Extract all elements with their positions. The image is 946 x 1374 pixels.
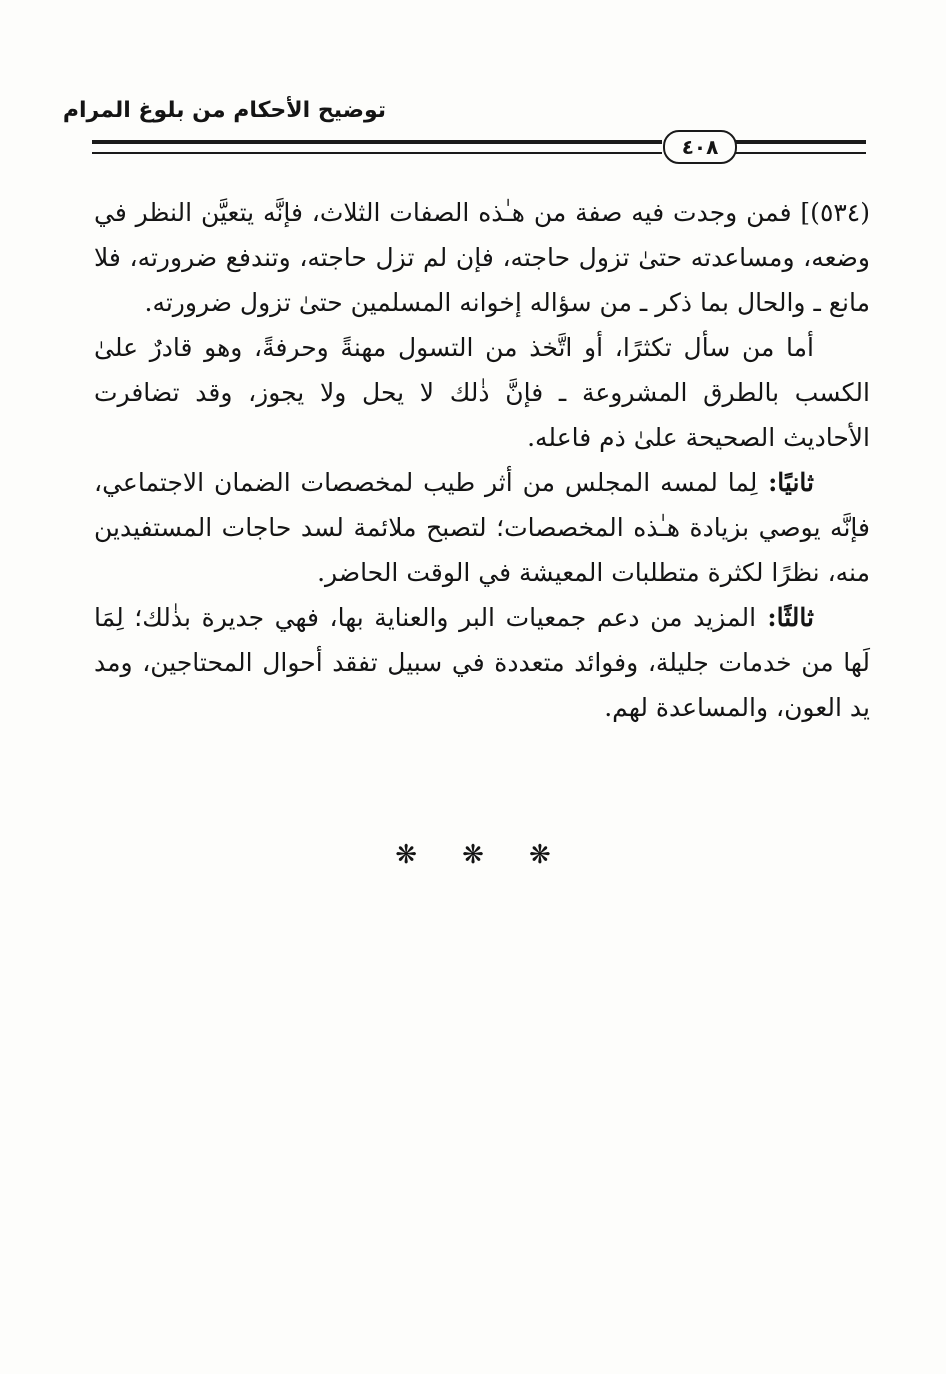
paragraph-4 — [94, 595, 870, 730]
asterism-mark: ❋ — [395, 840, 418, 870]
paragraph-1-text: (٥٣٤)] فمن وجدت فيه صفة من هـٰذه الصفات الثلاث، فإنَّه يتعيَّن النظر في وضعه، ومساعدته حتىٰ تزول حاجته، فإن لم تزل حاجته، وتندفع ضرورته، فلا مانع ـ والحال بما ذكر ـ من سؤاله إخوانه المسلمين حتىٰ تزول ضرورته. — [94, 198, 870, 317]
paragraph-4-text: المزيد من دعم جمعيات البر والعناية بها، فهي جديرة بذٰلك؛ لِمَا لَها من خدمات جليلة، وفوائد متعددة في سبيل تفقد أحوال المحتاجين، ومد يد العون، والمساعدة لهم. — [94, 603, 870, 722]
paragraph-2-text: أما من سأل تكثرًا، أو اتَّخذ من التسول مهنةً وحرفةً، وهو قادرٌ علىٰ الكسب بالطرق المشروعة ـ فإنَّ ذٰلك لا يحل ولا يجوز، وقد تضافرت الأحاديث الصحيحة علىٰ ذم فاعله. — [94, 333, 870, 452]
body-text — [94, 190, 870, 730]
paragraph-4-lead: ثالثًا: — [756, 603, 814, 632]
running-title: توضيح الأحكام من بلوغ المرام — [62, 98, 386, 123]
page-number: ٤٠٨ — [663, 130, 737, 164]
header-rule-right — [92, 140, 662, 154]
paragraph-3 — [94, 460, 870, 595]
paragraph-2 — [94, 325, 870, 460]
paragraph-3-lead: ثانيًا: — [757, 468, 814, 497]
paragraph-3-text: لِما لمسه المجلس من أثر طيب لمخصصات الضمان الاجتماعي، فإنَّه يوصي بزيادة هـٰذه المخصصات؛ لتصبح ملائمة لسد حاجات المستفيدين منه، نظرًا لكثرة متطلبات المعيشة في الوقت الحاضر. — [94, 468, 870, 587]
section-separator — [0, 840, 946, 870]
asterism-mark: ❋ — [528, 840, 551, 870]
header-rule-left — [735, 140, 866, 154]
paragraph-1 — [94, 190, 870, 325]
asterism-mark: ❋ — [462, 840, 484, 870]
